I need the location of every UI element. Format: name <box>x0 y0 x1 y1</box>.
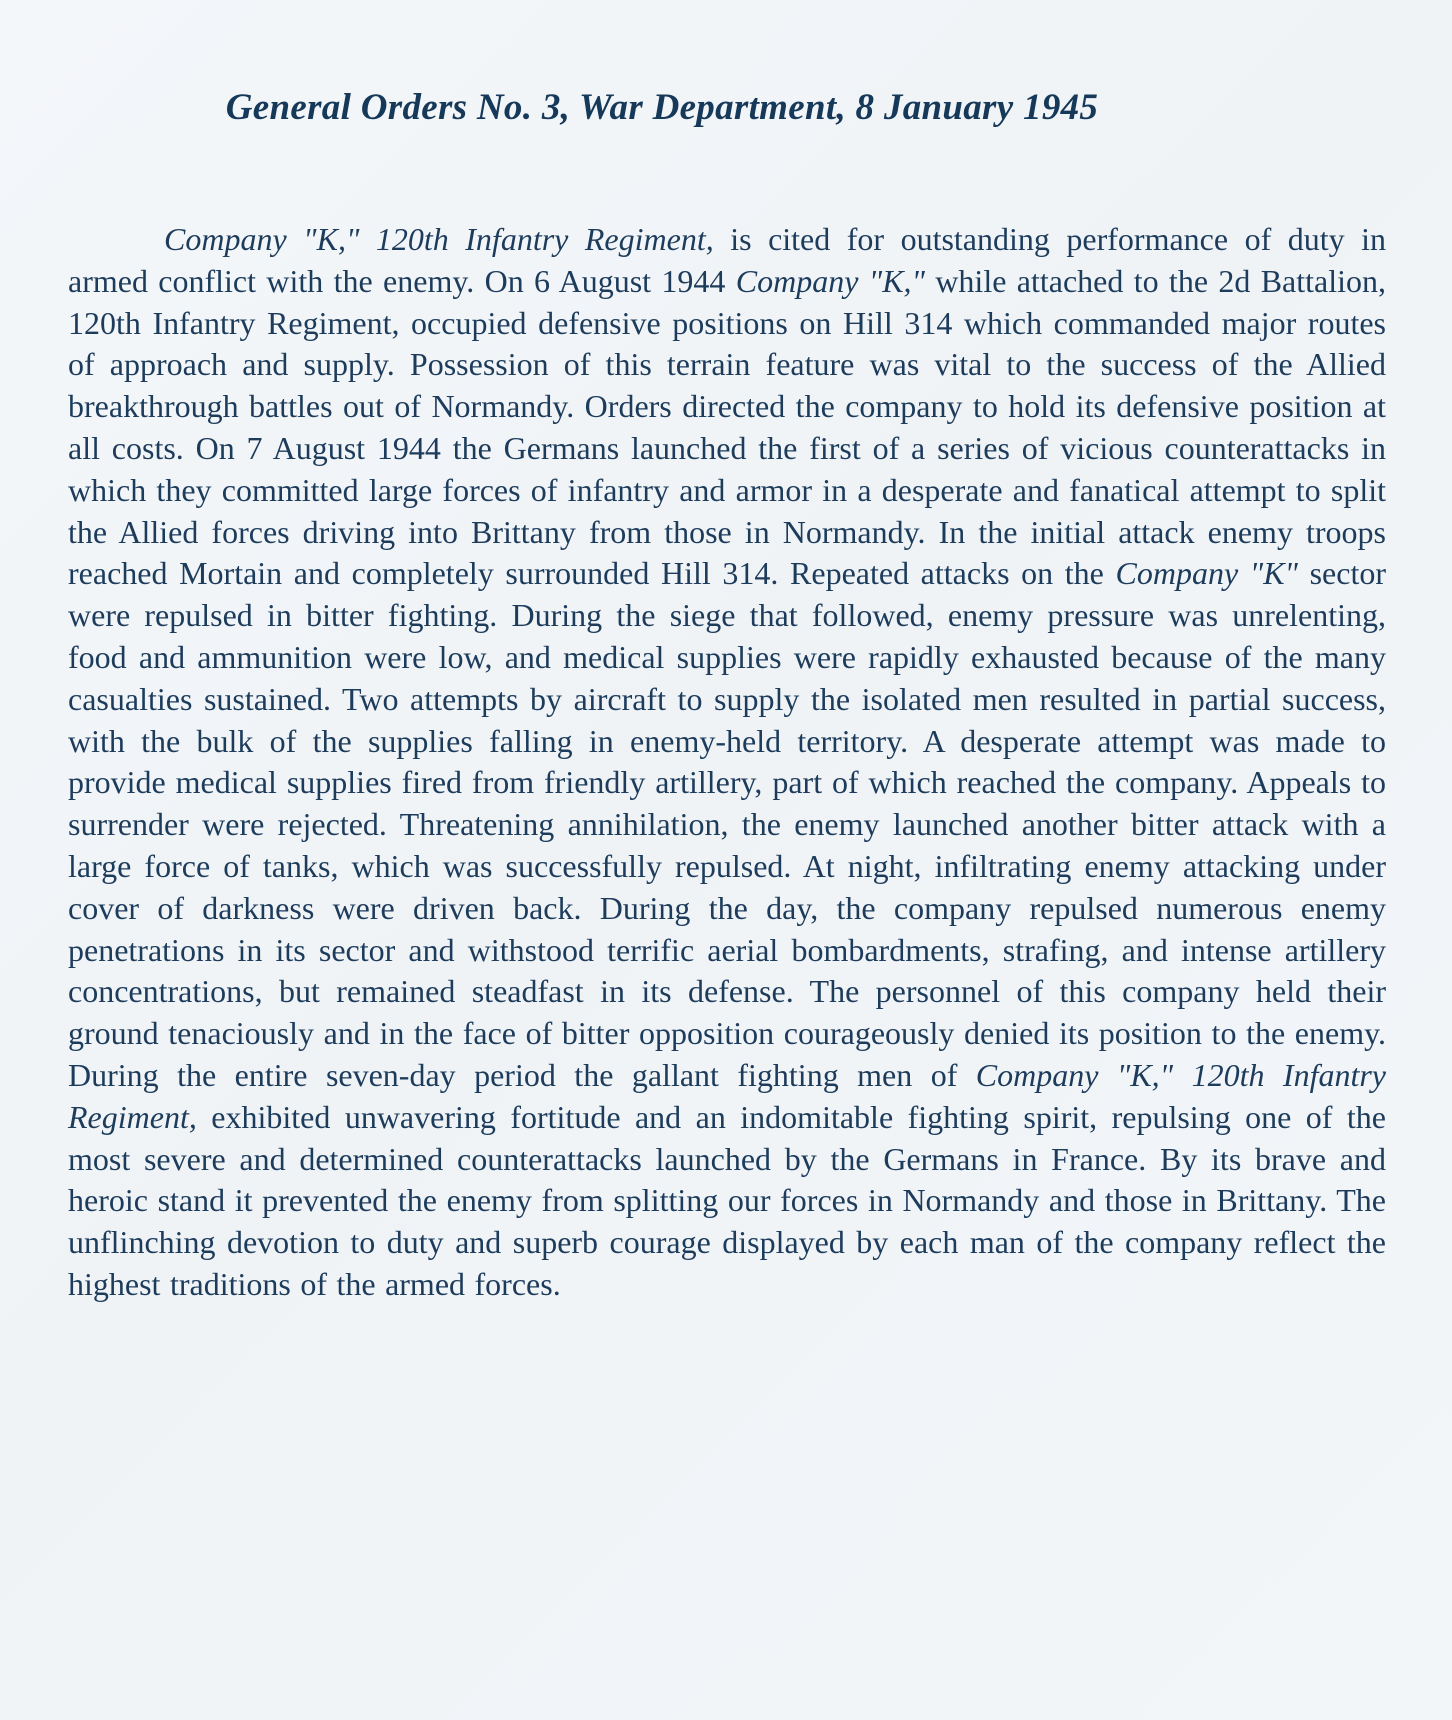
citation-paragraph <box>68 219 1386 1306</box>
body-text-segment: is cited for outstanding performance of duty in armed conflict with the enemy. On 6 August 1944 <box>68 221 1387 299</box>
body-text-segment: while attached to the 2d Battalion, 120th Infantry Regiment, occupied defensive positions on Hill 314 which commanded major routes of approach and supply. Possession of this terrain feature was vital to the success of the Allied breakthrough battles out of Normandy. Orders directed the company to hold its defensive position at all costs. On 7 August 1944 the Germans launched the first of a series of vicious counterattacks in which they committed large forces of infantry and armor in a desperate and fanatical attempt to split the Allied forces driving into Brittany from those in Normandy. In the initial attack enemy troops reached Mortain and completely surrounded Hill 314. Repeated attacks on the <box>68 262 1387 592</box>
body-text-segment: exhibited unwavering fortitude and an indomitable fighting spirit, repulsing one of the most severe and determined counterattacks launched by the Germans in France. By its brave and heroic stand it prevented the enemy from splitting our forces in Normandy and those in Brittany. The unflinching devotion to duty and superb courage displayed by each man of the company reflect the highest traditions of the armed forces. <box>68 1098 1386 1302</box>
unit-name-italic: Company "K," <box>735 262 925 299</box>
body-text-segment: sector were repulsed in bitter fighting. During the siege that followed, enemy pressure was unrelenting, food and ammunition were low, and medical supplies were rapidly exhausted because of the many casualties sustained. Two attempts by aircraft to supply the isolated men resulted in partial success, with the bulk of the supplies falling in enemy-held territory. A desperate attempt was made to provide medical supplies fired from friendly artillery, part of which reached the company. Appeals to surrender were rejected. Threatening annihilation, the enemy launched another bitter attack with a large force of tanks, which was successfully repulsed. At night, infiltrating enemy attacking under cover of darkness were driven back. During the day, the company repulsed numerous enemy penetrations in its sector and withstood terrific aerial bombardments, strafing, and intense artillery concentrations, but remained steadfast in its defense. The personnel of this company held their ground tenaciously and in the face of bitter opposition courageously denied its position to the enemy. During the entire seven-day period the gallant fighting men of <box>68 555 1387 1093</box>
document-title: General Orders No. 3, War Department, 8 January 1945 <box>225 87 1099 128</box>
unit-name-italic: Company "K," 120th Infantry Regiment, <box>164 221 714 257</box>
unit-name-italic: Company "K" <box>1115 555 1298 592</box>
unit-name-italic: Company "K," 120th Infantry Regiment, <box>68 1056 1387 1135</box>
